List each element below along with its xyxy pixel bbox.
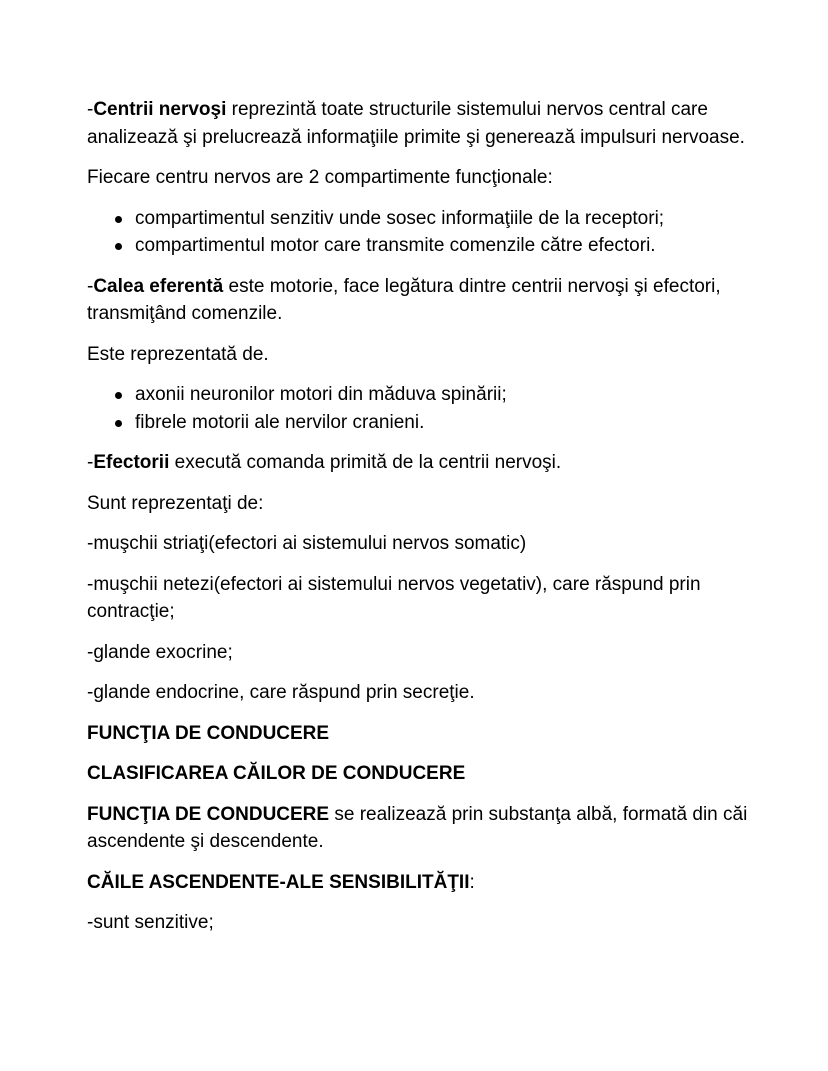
glande-exocrine-paragraph: -glande exocrine; [87,641,233,663]
list-item: axonii neuronilor motori din măduva spinării; [135,381,788,409]
functia-de-conducere-definition: se realizează prin substanţa albă, formată din căi ascendente şi descendente. [87,803,748,852]
list-item: fibrele motorii ale nervilor cranieni. [135,409,788,437]
calea-eferenta-term: Calea eferentă [93,275,224,297]
list-item: compartimentul senzitiv unde sosec informaţiile de la receptori; [135,205,788,233]
centrii-nervosi-definition: reprezintă toate structurile sistemului nervos central care analizează şi prelucrează informaţiile primite şi generează impulsuri nervoase. [87,99,745,148]
dash-prefix: - [87,99,94,120]
functia-de-conducere-term: FUNCŢIA DE CONDUCERE [87,803,330,825]
cale-eferenta-list [87,381,788,436]
glande-endocrine-paragraph: -glande endocrine, care răspund prin secreţie. [87,682,475,703]
centrii-nervosi-paragraph [87,96,788,151]
efectorii-definition: execută comanda primită de la centrii nervoşi. [169,452,562,473]
este-reprezentata-paragraph: Este reprezentată de. [87,343,269,365]
fiecare-centru-paragraph: Fiecare centru nervos are 2 compartimente funcţionale: [87,167,553,188]
calea-eferenta-definition: este motorie, face legătura dintre centrii nervoşi şi efectori, transmiţând comenzile. [87,275,721,324]
colon-suffix: : [469,871,475,893]
compartimente-list [87,205,788,260]
clasificarea-cailor-heading: CLASIFICAREA CĂILOR DE CONDUCERE [87,763,466,784]
muschii-netezi-paragraph: -muşchii netezi(efectori ai sistemului nervos vegetativ), care răspund prin contracţie; [87,573,701,622]
dash-prefix: - [87,452,94,473]
dash-prefix: - [87,275,94,297]
centrii-nervosi-term: Centrii nervoşi [93,99,227,120]
calea-eferenta-paragraph [87,273,788,328]
sunt-senzitive-paragraph: -sunt senzitive; [87,912,214,933]
efectorii-term: Efectorii [93,452,170,473]
caile-ascendente-heading: CĂILE ASCENDENTE-ALE SENSIBILITĂŢII [87,871,470,893]
sunt-reprezentati-paragraph: Sunt reprezentaţi de: [87,492,264,514]
efectorii-paragraph [87,449,788,477]
list-item: compartimentul motor care transmite comenzile către efectori. [135,232,788,260]
functia-de-conducere-paragraph [87,801,788,856]
muschii-striati-paragraph: -muşchii striaţi(efectori ai sistemului nervos somatic) [87,533,527,554]
caile-ascendente-paragraph [87,869,788,897]
functia-de-conducere-heading: FUNCŢIA DE CONDUCERE [87,722,330,744]
